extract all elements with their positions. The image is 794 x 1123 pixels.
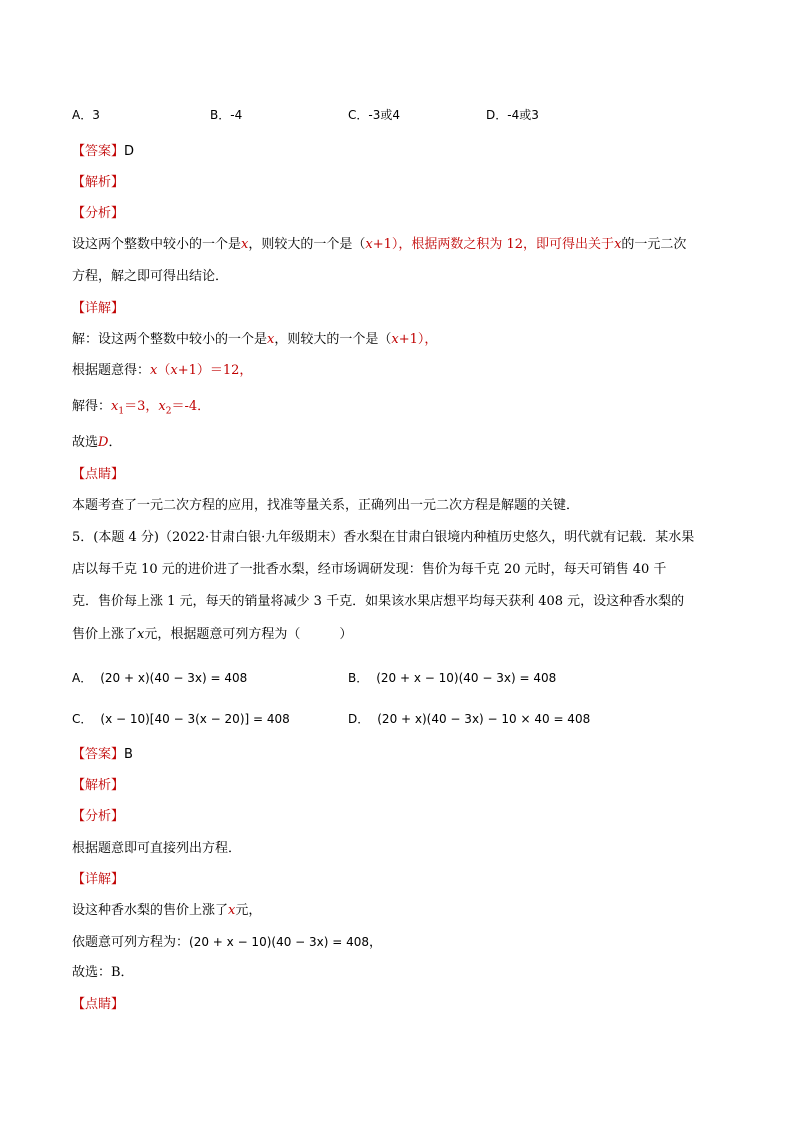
var-x: x	[241, 237, 249, 252]
q5-detail-line-2	[72, 933, 382, 952]
text: 根据题意得：	[72, 363, 151, 378]
option-text: -3或4	[368, 108, 400, 122]
text: 元，根据题意可列方程为（ ）	[144, 627, 353, 642]
q5-fenxi-text	[72, 840, 241, 858]
option-text: -4	[230, 108, 243, 122]
q4-option-d	[486, 106, 539, 123]
q5-option-d	[348, 710, 590, 727]
var-x: x	[267, 332, 275, 347]
q4-option-c	[348, 106, 400, 123]
q4-detail-line-2	[72, 362, 252, 380]
q4-dianjing-heading	[72, 466, 124, 484]
q5-answer	[72, 746, 133, 764]
var-x: x	[614, 237, 622, 252]
q4-detail-line-4	[72, 434, 121, 452]
jiexi-label: 【解析】	[72, 175, 125, 190]
option-text: (20 + x)(40 − 3x) = 408	[100, 671, 248, 685]
option-letter: A．	[72, 671, 93, 685]
text: （	[157, 363, 171, 378]
q5-option-b	[348, 669, 556, 686]
q5-detail-line-3	[72, 964, 134, 982]
text: ，则较大的一个是（	[248, 237, 366, 252]
text: 的一元二次	[621, 237, 687, 252]
equation: (20 + x − 10)(40 − 3x) = 408	[189, 935, 370, 949]
xiangjie-label: 【详解】	[72, 301, 125, 316]
option-text: 3	[92, 108, 100, 122]
q4-option-b	[210, 106, 242, 123]
q5-stem-line-4	[72, 626, 352, 644]
fenxi-label: 【分析】	[72, 809, 125, 824]
text: 5．(本题 4 分)（2022·甘肃白银·九年级期末）香水梨在甘肃白银境内种植历史悠久，明代就有记载．某水果	[72, 530, 695, 545]
var-x: x	[150, 363, 158, 378]
text: +1），	[398, 332, 438, 347]
dianjing-label: 【点睛】	[72, 997, 125, 1012]
text: 解得：	[72, 399, 112, 414]
text: ，	[369, 935, 383, 950]
text: ．	[108, 435, 122, 450]
q5-detail-line-1	[72, 902, 261, 920]
text: 方程，解之即可得出结论．	[72, 269, 229, 284]
text: 店以每千克 10 元的进价进了一批香水梨，经市场调研发现：售价为每千克 20 元时，每天可销售 40 千	[72, 562, 667, 577]
q5-option-a	[72, 669, 247, 686]
q4-jiexi-heading	[72, 174, 124, 192]
jiexi-label: 【解析】	[72, 778, 125, 793]
q4-detail-line-1	[72, 331, 437, 349]
option-letter: D．	[348, 712, 370, 726]
var-x: x	[365, 237, 373, 252]
var-x: x	[137, 627, 145, 642]
q4-detail-line-3	[72, 398, 210, 421]
option-letter: C．	[72, 712, 93, 726]
text: ＝-4．	[171, 399, 211, 414]
text: 故选：B．	[72, 965, 134, 980]
fenxi-label: 【分析】	[72, 206, 125, 221]
var-x: x	[391, 332, 399, 347]
text: ＝3，	[124, 399, 159, 414]
text: 解：设这两个整数中较小的一个是	[72, 332, 268, 347]
q4-fenxi-line-2	[72, 268, 228, 286]
text: +1）＝12，	[177, 363, 253, 378]
text: 售价上涨了	[72, 627, 138, 642]
option-text: (20 + x)(40 − 3x) − 10 × 40 = 408	[377, 712, 591, 726]
option-text: -4或3	[507, 108, 539, 122]
option-text: (x − 10)[40 − 3(x − 20)] = 408	[100, 712, 290, 726]
text: 根据题意即可直接列出方程．	[72, 841, 242, 856]
dianjing-label: 【点睛】	[72, 467, 125, 482]
option-letter: D．	[486, 108, 508, 122]
text: +1），根据两数之积为 12，即可得出关于	[372, 237, 615, 252]
var-x: x	[228, 903, 236, 918]
q4-fenxi-line-1	[72, 236, 686, 254]
var-x: x	[170, 363, 178, 378]
text: ，则较大的一个是（	[274, 332, 392, 347]
answer-label: 【答案】	[72, 144, 125, 159]
text: 设这两个整数中较小的一个是	[72, 237, 242, 252]
subscript: 2	[165, 406, 172, 417]
q4-xiangjie-heading	[72, 300, 124, 318]
q4-fenxi-heading	[72, 205, 124, 223]
text: 克．售价每上涨 1 元，每天的销量将减少 3 千克．如果该水果店想平均每天获利 408 元，设这种香水梨的	[72, 594, 685, 609]
text: 设这种香水梨的售价上涨了	[72, 903, 229, 918]
q5-fenxi-heading	[72, 808, 124, 826]
q5-stem-line-3	[72, 593, 684, 611]
text: 元，	[235, 903, 262, 918]
text: 故选	[72, 435, 99, 450]
q5-jiexi-heading	[72, 777, 124, 795]
q5-xiangjie-heading	[72, 871, 124, 889]
answer-value: D	[124, 144, 135, 159]
var-x2: x	[158, 399, 166, 414]
q5-stem-line-1	[72, 529, 694, 547]
answer-value: B	[124, 747, 133, 762]
text: 本题考查了一元二次方程的应用，找准等量关系，正确列出一元二次方程是解题的关键．	[72, 498, 580, 513]
option-letter: B．	[348, 671, 369, 685]
var-x1: x	[111, 399, 119, 414]
q4-answer	[72, 143, 134, 161]
option-letter: B．	[210, 108, 231, 122]
q5-stem-line-2	[72, 561, 666, 579]
answer-label: 【答案】	[72, 747, 125, 762]
q5-dianjing-heading	[72, 996, 124, 1014]
option-text: (20 + x − 10)(40 − 3x) = 408	[376, 671, 557, 685]
option-letter: A．	[72, 108, 93, 122]
subscript: 1	[118, 406, 125, 417]
q4-option-a	[72, 106, 100, 123]
option-letter: C．	[348, 108, 369, 122]
q5-option-c	[72, 710, 290, 727]
var-d: D	[98, 435, 109, 450]
xiangjie-label: 【详解】	[72, 872, 125, 887]
q4-dianjing-text	[72, 497, 579, 515]
text: 依题意可列方程为：	[72, 935, 190, 950]
